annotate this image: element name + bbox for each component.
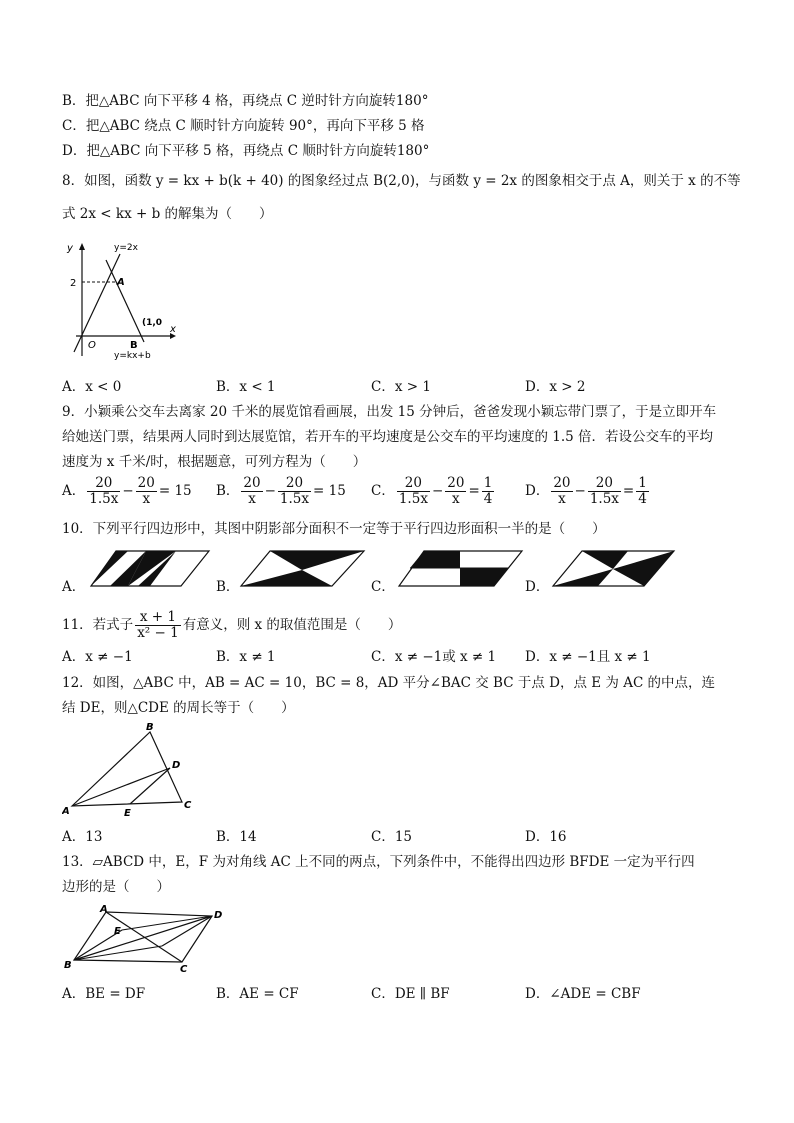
origin-label: O [88, 340, 96, 351]
q11-option-b: B．x ≠ 1 [216, 649, 276, 665]
svg-text:E: E [114, 926, 121, 937]
q11-option-c: C．x ≠ −1或 x ≠ 1 [371, 649, 497, 665]
q8-option-a: A．x < 0 [62, 379, 122, 395]
point-coord-label: (1,0 [142, 318, 163, 328]
q12-option-d: D．16 [525, 829, 567, 845]
svg-text:A: A [100, 904, 108, 915]
q7-option-c: C．把△ABC 绕点 C 顺时针方向旋转 90°，再向下平移 5 格 [62, 118, 425, 134]
q8-option-b: B．x < 1 [216, 379, 276, 395]
q10-label-a: A． [62, 579, 86, 595]
svg-text:A: A [62, 806, 70, 817]
line1-label: y=2x [114, 243, 138, 253]
q11-stem: 11．若式子 $\frac{x + 1}{\text{x² − 1}}$ 有意义，则 x 的取值范围是（ ） [62, 609, 402, 641]
svg-text:C: C [184, 800, 192, 811]
q10-label-c: C． [371, 579, 395, 595]
q13-stem-line2: 边形的是（ ） [62, 879, 170, 895]
svg-text:E: E [124, 808, 131, 819]
svg-text:C: C [180, 964, 188, 974]
q13-parallelogram-figure [62, 902, 232, 974]
svg-text:D: D [172, 760, 181, 771]
q7-option-b: B．把△ABC 向下平移 4 格，再绕点 C 逆时针方向旋转180° [62, 93, 429, 109]
q10-stem: 10．下列平行四边形中，其图中阴影部分面积不一定等于平行四边形面积一半的是（ ） [62, 521, 606, 537]
tick-2-label: 2 [70, 278, 77, 289]
q9-option-c: C． $\frac{20}{1.5x}$ − $\frac{20}{x}$ = $\frac{1}{4}$ [371, 475, 493, 507]
q9-stem-line1: 9．小颖乘公交车去离家 20 千米的展览馆看画展，出发 15 分钟后，爸爸发现小颖忘带门票了，于是立即开车 [62, 404, 717, 420]
q9-option-d: D． $\frac{20}{x}$ − $\frac{20}{1.5x}$ = $\frac{1}{4}$ [525, 475, 647, 507]
q7-option-d: D．把△ABC 向下平移 5 格，再绕点 C 顺时针方向旋转180° [62, 143, 430, 159]
q12-stem-line2: 结 DE，则△CDE 的周长等于（ ） [62, 700, 295, 716]
x-label: x [170, 324, 176, 335]
q13-stem-line1: 13．▱ABCD 中，E，F 为对角线 AC 上不同的两点，下列条件中，不能得出四边形 BFDE 一定为平行四 [62, 854, 695, 870]
line-y-kx-b [106, 260, 144, 342]
y-label: y [67, 243, 73, 254]
q11-option-d: D．x ≠ −1且 x ≠ 1 [525, 649, 651, 665]
q9-option-b: B． $\frac{20}{x}$ − $\frac{20}{1.5x}$ = 15 [216, 475, 346, 507]
q10-label-b: B． [216, 579, 240, 595]
q10-figure-a [88, 548, 212, 590]
q10-label-d: D． [525, 579, 550, 595]
q13-option-d: D．∠ADE = CBF [525, 986, 641, 1002]
q8-option-d: D．x > 2 [525, 379, 586, 395]
svg-text:B: B [64, 960, 72, 971]
svg-text:B: B [146, 722, 154, 733]
point-b-label: B [130, 340, 138, 351]
line2-label: y=kx+b [114, 351, 151, 361]
q13-option-c: C．DE ∥ BF [371, 986, 450, 1002]
y-axis-arrow [79, 243, 85, 250]
q9-option-a: A． $\frac{20}{1.5x}$ − $\frac{20}{x}$ = 15 [62, 475, 192, 507]
q8-option-c: C．x > 1 [371, 379, 431, 395]
q9-stem-line3: 速度为 x 千米/时，根据题意，可列方程为（ ） [62, 454, 367, 470]
q10-figure-b [238, 548, 368, 590]
line-y-2x [74, 254, 120, 352]
q11-option-a: A．x ≠ −1 [62, 649, 133, 665]
q12-option-b: B．14 [216, 829, 257, 845]
q10-figure-d [550, 548, 678, 590]
q10-figure-c [396, 548, 526, 590]
q8-stem-line2: 式 2x < kx + b 的解集为（ ） [62, 206, 273, 222]
q12-option-c: C．15 [371, 829, 413, 845]
point-a-label: A [117, 277, 125, 288]
svg-text:D: D [214, 910, 223, 921]
q8-stem-line1: 8．如图，函数 y = kx + b(k + 40) 的图象经过点 B(2,0)，与函数 y = 2x 的图象相交于点 A，则关于 x 的不等 [62, 173, 741, 189]
q13-option-a: A．BE = DF [62, 986, 146, 1002]
q12-triangle-figure [62, 720, 202, 820]
q12-stem-line1: 12．如图，△ABC 中，AB = AC = 10，BC = 8，AD 平分∠BAC 交 BC 于点 D，点 E 为 AC 的中点，连 [62, 675, 716, 691]
q8-graph-figure [62, 238, 182, 364]
q13-option-b: B．AE = CF [216, 986, 299, 1002]
q12-option-a: A．13 [62, 829, 103, 845]
q9-stem-line2: 给她送门票，结果两人同时到达展览馆，若开车的平均速度是公交车的平均速度的 1.5 倍．若设公交车的平均 [62, 429, 714, 445]
